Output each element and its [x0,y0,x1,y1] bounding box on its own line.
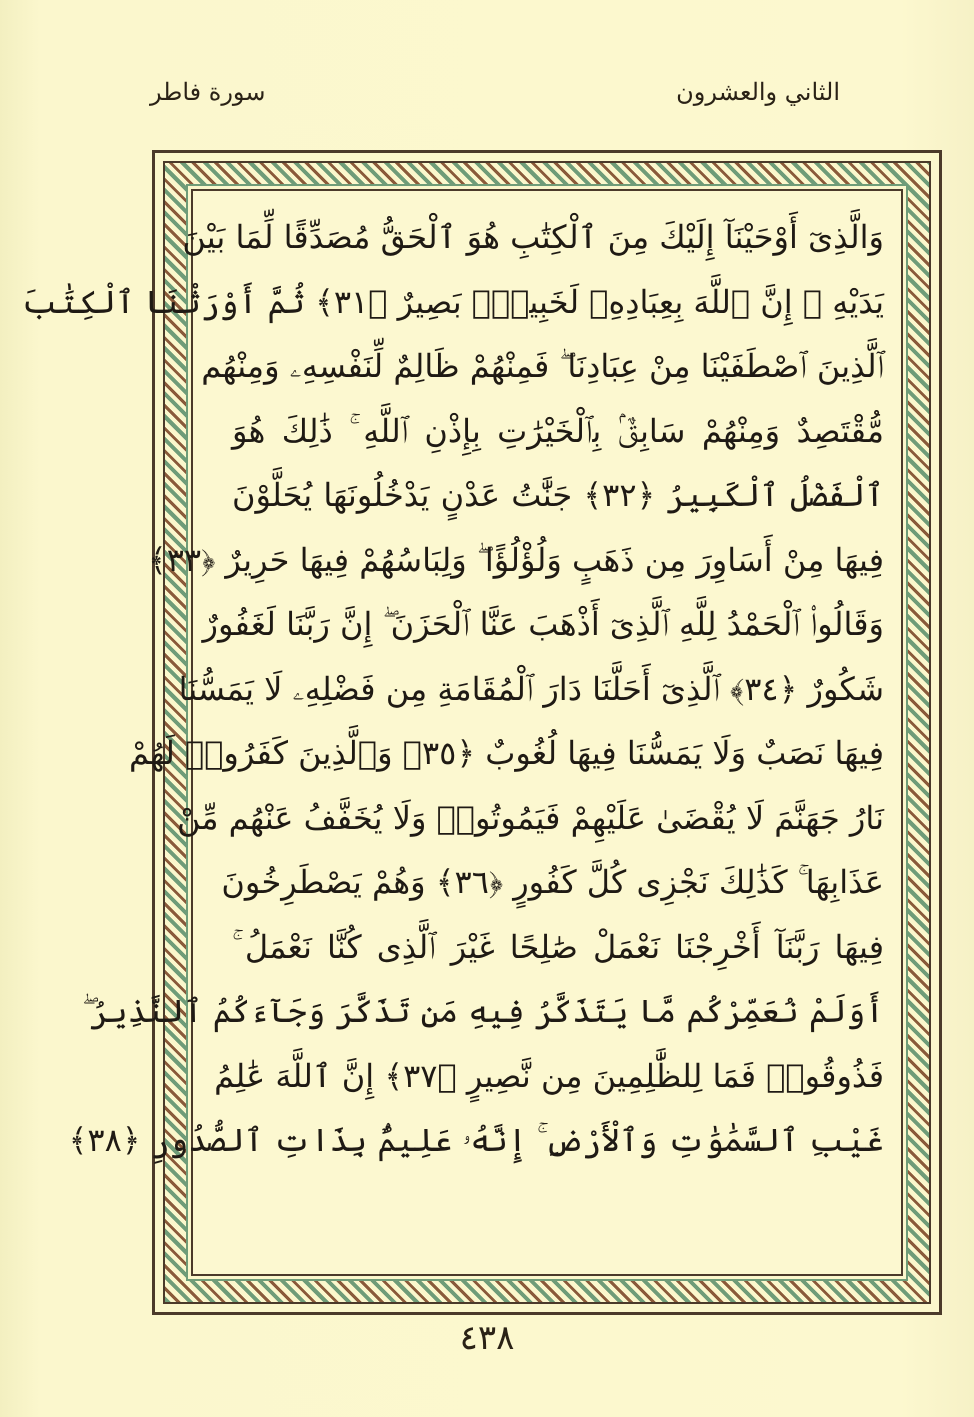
text-line: نَارُ جَهَنَّمَ لَا يُقْضَىٰ عَلَيْهِمْ فَيَمُوتُوا۟ وَلَا يُخَفَّفُ عَنْهُم مِّنْ [177,798,884,837]
text-line: فَذُوقُوا۟ فَمَا لِلظَّٰلِمِينَ مِن نَّصِيرٍ ﴿٣٧﴾ إِنَّ ٱللَّهَ عَٰلِمُ [214,1056,884,1095]
text-line: فِيهَا نَصَبٌ وَلَا يَمَسُّنَا فِيهَا لُغُوبٌ ﴿٣٥﴾ وَٱلَّذِينَ كَفَرُوا۟ لَهُمْ [129,734,884,772]
text-line: يَدَيْهِ ۗ إِنَّ ٱللَّهَ بِعِبَادِهِۦ لَخَبِيرٌۢ بَصِيرٌ ﴿٣١﴾ ثُمَّ أَوْرَثْنَا ٱلْكِتَٰبَ [22,282,884,321]
text-line: عَذَابِهَا ۚ كَذَٰلِكَ نَجْزِى كُلَّ كَفُورٍ ﴿٣٦﴾ وَهُمْ يَصْطَرِخُونَ [221,863,884,901]
quran-text [22,205,885,1173]
page-number: ٤٣٨ [459,1318,515,1358]
text-line: مُّقْتَصِدٌ وَمِنْهُمْ سَابِقٌۢ بِٱلْخَيْرَٰتِ بِإِذْنِ ٱللَّهِ ۚ ذَٰلِكَ هُوَ [232,411,884,450]
text-line: ٱلْفَضْلُ ٱلْكَبِيرُ ﴿٣٢﴾ جَنَّٰتُ عَدْنٍ يَدْخُلُونَهَا يُحَلَّوْنَ [232,476,885,514]
surah-label: سورة فاطر [150,78,266,106]
text-line: أَوَلَمْ نُعَمِّرْكُم مَّا يَتَذَكَّرُ فِيهِ مَن تَذَكَّرَ وَجَآءَكُمُ ٱلنَّذِيرُ ۖ [82,992,884,1030]
juz-label: الثاني والعشرون [676,78,840,106]
text-line: شَكُورٌ ﴿٣٤﴾ ٱلَّذِىٓ أَحَلَّنَا دَارَ ٱلْمُقَامَةِ مِن فَضْلِهِۦ لَا يَمَسُّنَا [178,669,884,708]
text-line: فِيهَا مِنْ أَسَاوِرَ مِن ذَهَبٍ وَلُؤْلُؤًا ۖ وَلِبَاسُهُمْ فِيهَا حَرِيرٌ ﴿٣٣﴾ [147,540,884,579]
text-line: غَيْبِ ٱلسَّمَٰوَٰتِ وَٱلْأَرْضِ ۚ إِنَّهُۥ عَلِيمٌۢ بِذَاتِ ٱلصُّدُورِ ﴿٣٨﴾ [68,1121,884,1159]
text-line: وَقَالُوا۟ ٱلْحَمْدُ لِلَّهِ ٱلَّذِىٓ أَذْهَبَ عَنَّا ٱلْحَزَنَ ۖ إِنَّ رَبَّنَا لَغَفُورٌ [202,605,884,643]
text-line: ٱلَّذِينَ ٱصْطَفَيْنَا مِنْ عِبَادِنَا ۖ فَمِنْهُمْ ظَالِمٌ لِّنَفْسِهِۦ وَمِنْهُم [201,347,884,385]
text-line: وَالَّذِىٓ أَوْحَيْنَآ إِلَيْكَ مِنَ ٱلْكِتَٰبِ هُوَ ٱلْحَقُّ مُصَدِّقًا لِّمَا بَيْنَ [182,218,884,256]
page-header [150,78,840,128]
text-line: فِيهَا رَبَّنَآ أَخْرِجْنَا نَعْمَلْ صَٰلِحًا غَيْرَ ٱلَّذِى كُنَّا نَعْمَلُ ۚ [232,927,884,966]
